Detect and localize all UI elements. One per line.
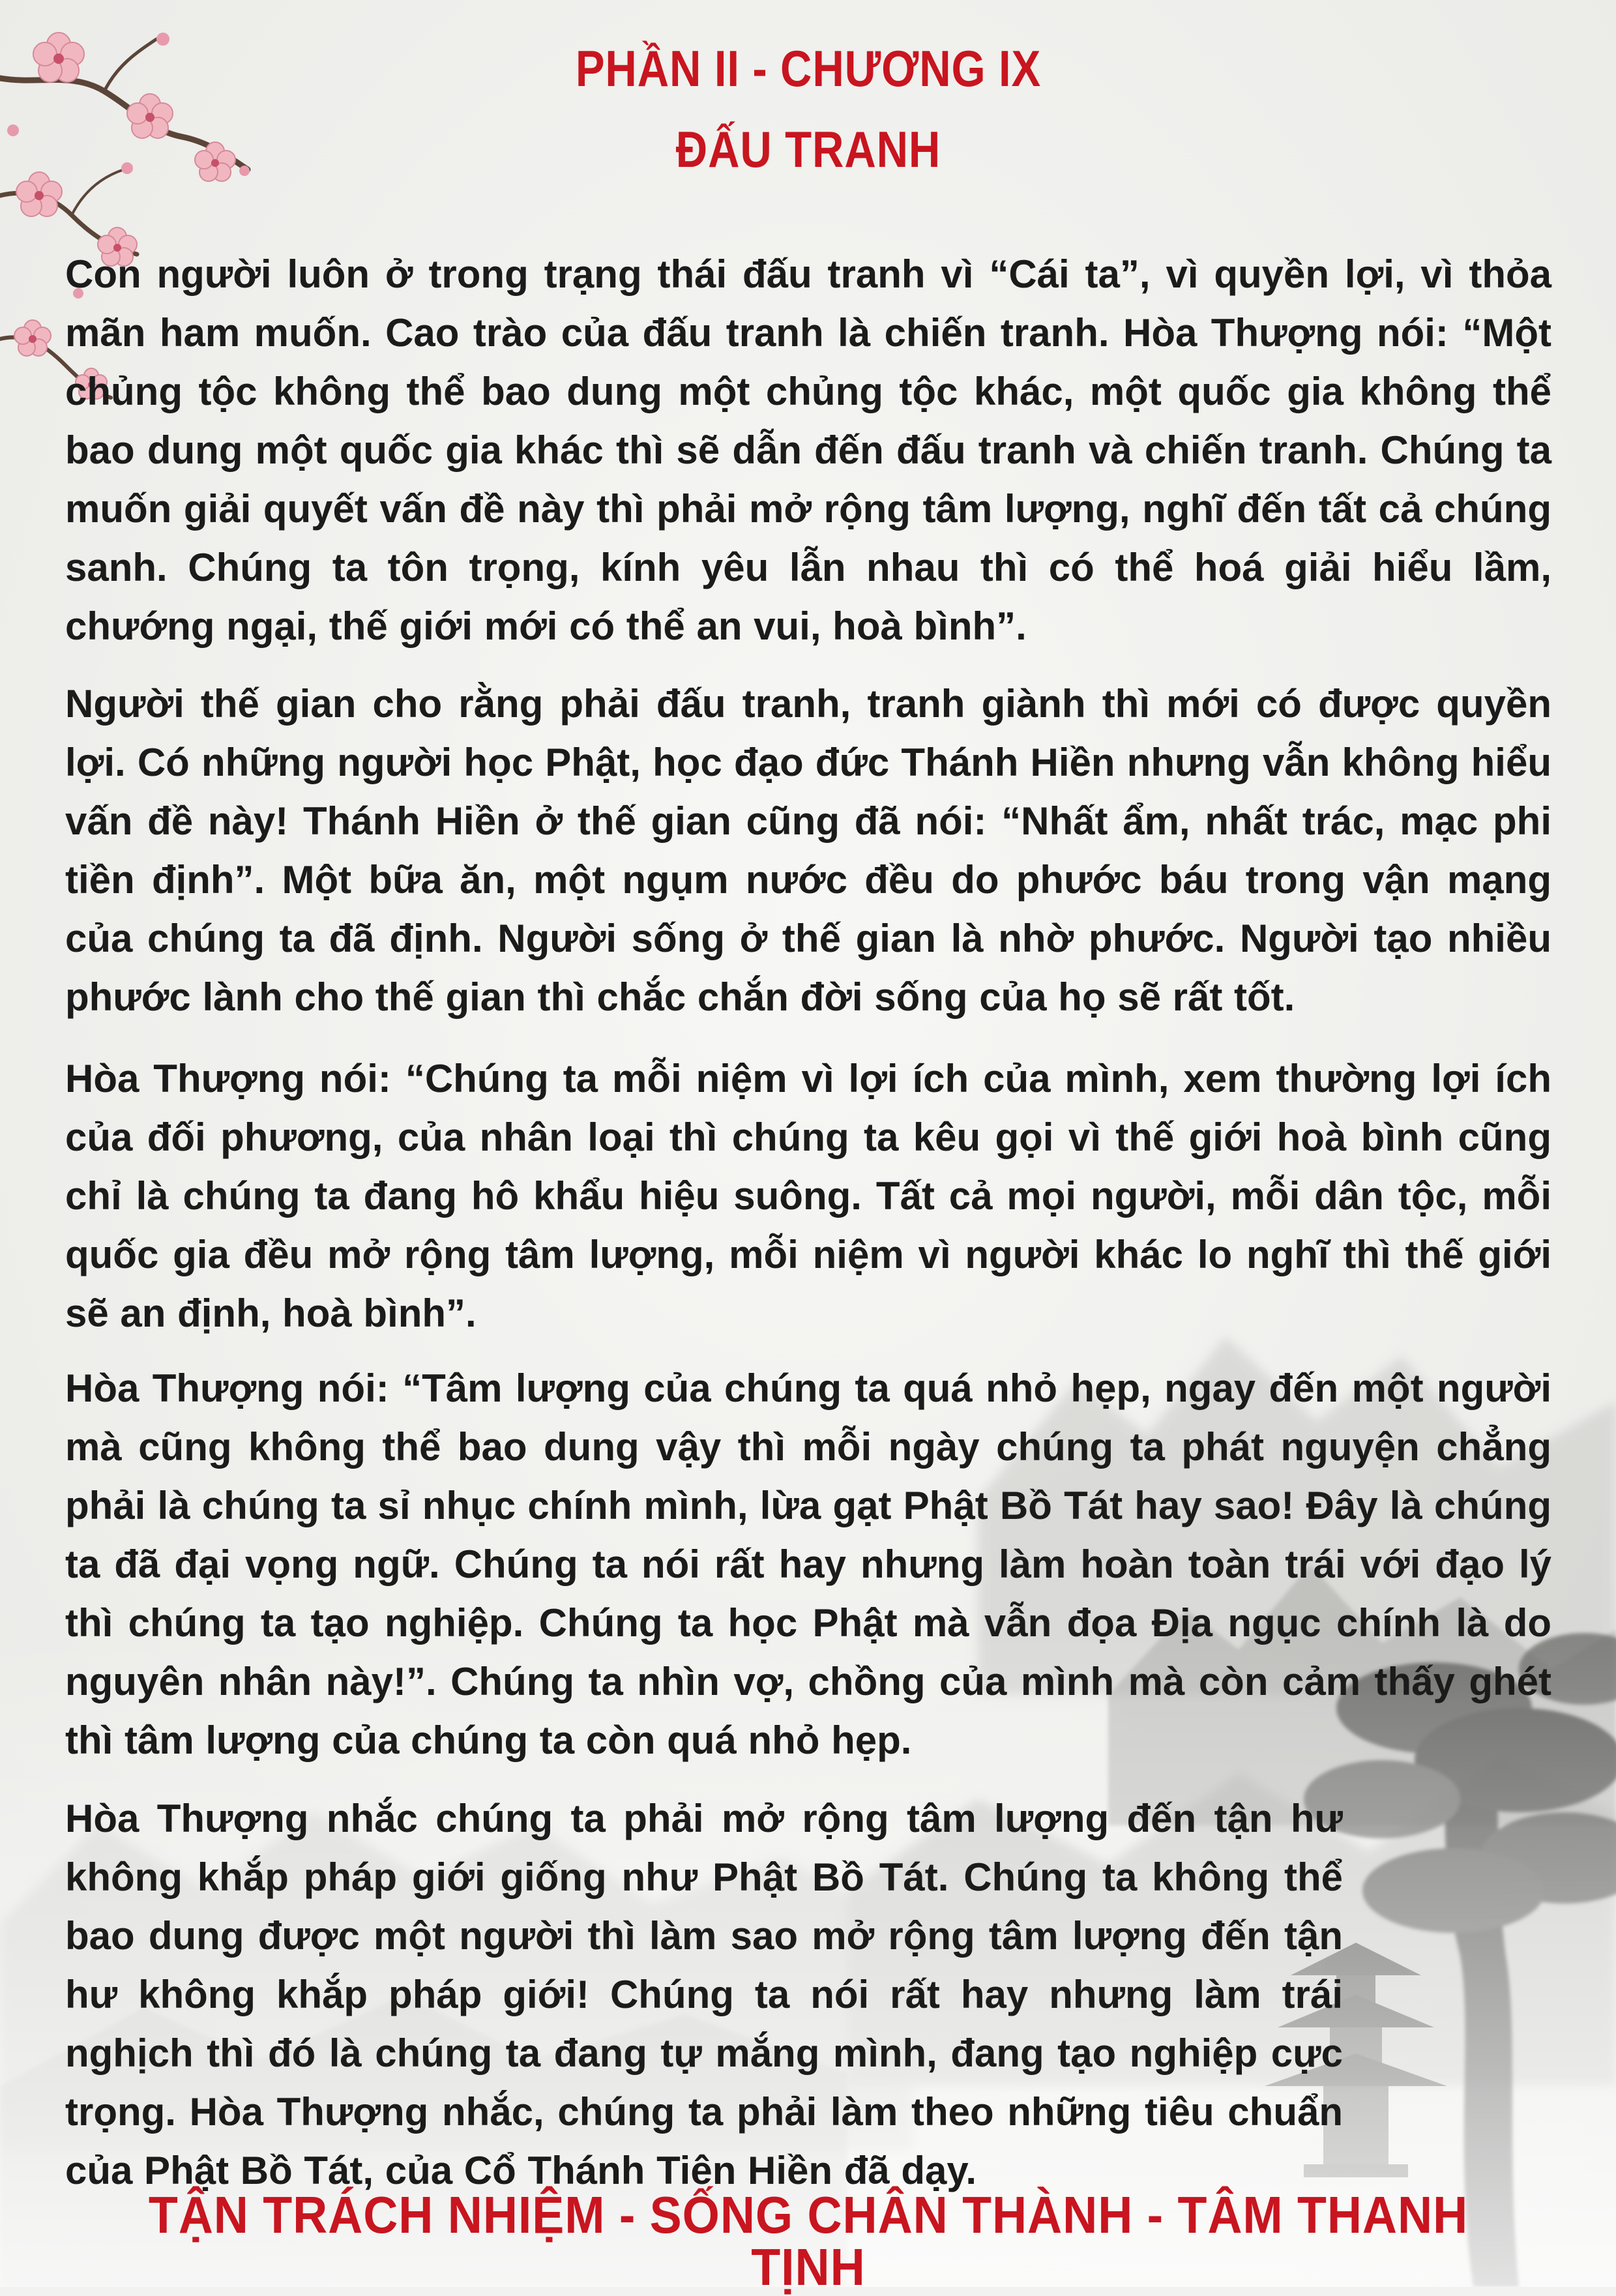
- paragraph-4: Hòa Thượng nói: “Tâm lượng của chúng ta quá nhỏ hẹp, ngay đến một người mà cũng không thể bao dung vậy thì mỗi ngày chúng ta phát nguyện chẳng phải là chúng ta sỉ nhục chính mình, lừa gạt Phật Bồ Tát hay sao! Đây là chúng ta đã đại vọng ngữ. Chúng ta nói rất hay nhưng làm hoàn toàn trái với đạo lý thì chúng ta tạo nghiệp. Chúng ta học Phật mà vẫn đọa Địa ngục chính là do nguyên nhân này!”. Chúng ta nhìn vợ, chồng của mình mà còn cảm thấy ghét thì tâm lượng của chúng ta còn quá nhỏ hẹp.: [65, 1366, 1551, 1762]
- paragraph-5: Hòa Thượng nhắc chúng ta phải mở rộng tâm lượng đến tận hư không khắp pháp giới giống như Phật Bồ Tát. Chúng ta không thể bao dung được một người thì làm sao mở rộng tâm lượng đến tận hư không khắp pháp giới! Chúng ta nói rất hay nhưng làm trái nghịch thì đó là chúng ta đang tự mắng mình, đang tạo nghiệp cực trọng. Hòa Thượng nhắc, chúng ta phải làm theo những tiêu chuẩn của Phật Bồ Tát, của Cổ Thánh Tiên Hiền đã dạy.: [65, 1797, 1343, 2192]
- document-content: [65, 0, 1551, 2296]
- paragraph-1: Con người luôn ở trong trạng thái đấu tranh vì “Cái ta”, vì quyền lợi, vì thỏa mãn ham muốn. Cao trào của đấu tranh là chiến tranh. Hòa Thượng nói: “Một chủng tộc không thể bao dung một chủng tộc khác, một quốc gia không thể bao dung một quốc gia khác thì sẽ dẫn đến đấu tranh và chiến tranh. Chúng ta muốn giải quyết vấn đề này thì phải mở rộng tâm lượng, nghĩ đến tất cả chúng sanh. Chúng ta tôn trọng, kính yêu lẫn nhau thì có thể hoá giải hiểu lầm, chướng ngại, thế giới mới có thể an vui, hoà bình”.: [65, 252, 1551, 648]
- chapter-title: PHẦN II - CHƯƠNG IX: [575, 40, 1042, 97]
- paragraph-2: Người thế gian cho rằng phải đấu tranh, tranh giành thì mới có được quyền lợi. Có những người học Phật, học đạo đức Thánh Hiền nhưng vẫn không hiểu vấn đề này! Thánh Hiền ở thế gian cũng đã nói: “Nhất ẩm, nhất trác, mạc phi tiền định”. Một bữa ăn, một ngụm nước đều do phước báu trong vận mạng của chúng ta đã định. Người sống ở thế gian là nhờ phước. Người tạo nhiều phước lành cho thế gian thì chắc chắn đời sống của họ sẽ rất tốt.: [65, 682, 1551, 1019]
- footer-slogan: TẬN TRÁCH NHIỆM - SỐNG CHÂN THÀNH - TÂM THANH TỊNH: [148, 2186, 1469, 2296]
- paragraph-3: Hòa Thượng nói: “Chúng ta mỗi niệm vì lợi ích của mình, xem thường lợi ích của đối phương, của nhân loại thì chúng ta kêu gọi vì thế giới hoà bình cũng chỉ là chúng ta đang hô khẩu hiệu suông. Tất cả mọi người, mỗi dân tộc, mỗi quốc gia đều mở rộng tâm lượng, mỗi niệm vì người khác lo nghĩ thì thế giới sẽ an định, hoà bình”.: [65, 1057, 1551, 1335]
- chapter-subtitle: ĐẤU TRANH: [675, 121, 941, 178]
